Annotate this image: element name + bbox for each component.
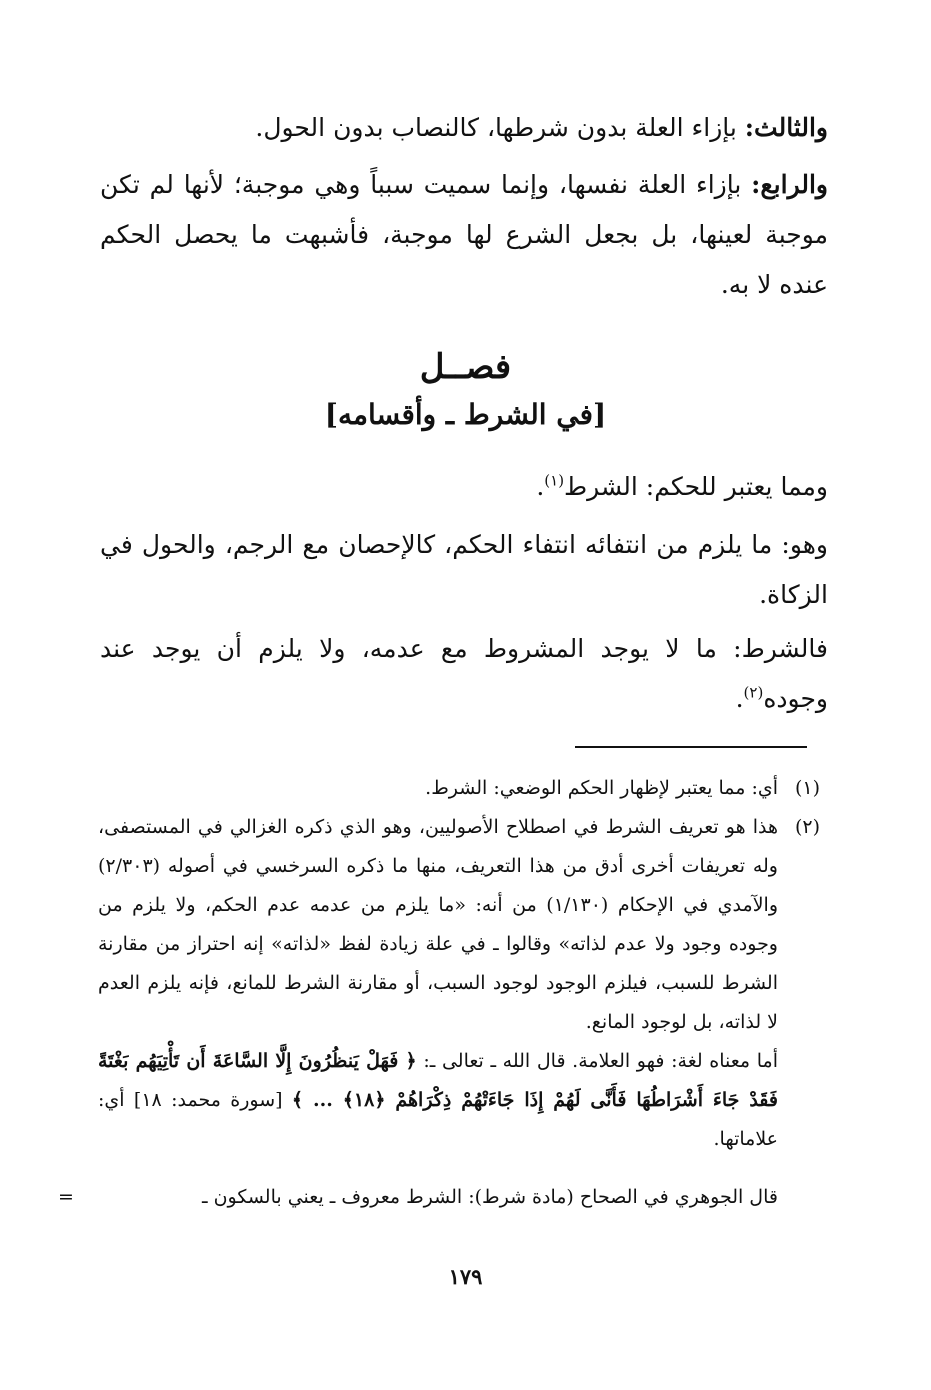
body-paragraph-3-text: فالشرط: ما لا يوجد المشروط مع عدمه، ولا يلزم أن يوجد عند وجوده: [100, 634, 828, 713]
footnote-2: [98, 808, 820, 1159]
paragraph-third: [100, 103, 828, 153]
body-paragraph-3: [100, 624, 828, 724]
footnote-2-text: هذا هو تعريف الشرط في اصطلاح الأصوليين، وهو الذي ذكره الغزالي في المستصفى، وله تعريفات أخرى أدق من هذا التعريف، منها ما ذكره السرخسي في أصوله (٢/٣٠٣) والآمدي في الإحكام (١/١٣٠) من أنه: «ما يلزم من عدمه عدم الحكم، ولا يلزم من وجوده وجود ولا عدم لذاته» وقالوا ـ في علة زيادة لفظ «لذاته» إنه احتراز من مقارنة الشرط للسبب، فيلزم الوجود لوجود السبب، أو مقارنة الشرط للمانع، فإنه يلزم العدم لا لذاته، بل لوجود المانع.: [98, 816, 778, 1033]
section-title: فصــل: [419, 347, 512, 387]
page-number: ١٧٩: [448, 1264, 483, 1289]
footnote-2-number: (٢): [794, 816, 820, 838]
footnote-continuation-text: قال الجوهري في الصحاح (مادة شرط): الشرط معروف ـ يعني بالسكون ـ: [201, 1186, 778, 1208]
footnote-ref-2[interactable]: (٢): [743, 683, 764, 702]
footnote-2-lang-intro: أما معناه لغة: فهو العلامة. قال الله ـ تعالى ـ:: [416, 1050, 779, 1072]
paragraph-fourth-text: بإزاء العلة نفسها، وإنما سميت سبباً وهي موجبة؛ لأنها لم تكن موجبة لعينها، بل بجعل الشرع لها موجبة، فأشبهت ما يحصل الحكم عنده لا به.: [100, 170, 828, 299]
footnote-2-body: [98, 808, 778, 1159]
quran-verse: ﴿ فَهَلْ يَنظُرُونَ إِلَّا السَّاعَةَ أَن تَأْتِيَهُم بَغْتَةً فَقَدْ جَاءَ أَشْرَاطُهَا فَأَنَّى لَهُمْ إِذَا جَاءَتْهُمْ ذِكْرَاهُمْ ﴿١٨﴾ ... ﴾: [98, 1050, 778, 1111]
body-paragraph-3-end: .: [735, 684, 744, 713]
body-paragraph-2: وهو: ما يلزم من انتفائه انتفاء الحكم، كالإحصان مع الرجم، والحول في الزكاة.: [100, 530, 828, 609]
footnote-continuation: [58, 1178, 820, 1216]
paragraph-third-lead: والثالث:: [744, 113, 828, 142]
paragraph-fourth-lead: والرابع:: [751, 170, 828, 199]
section-subtitle: [في الشرط ـ وأقسامه]: [324, 398, 607, 431]
paragraph-fourth: [100, 160, 828, 310]
quran-reference: [سورة محمد: ١٨] أي: علاماتها.: [98, 1089, 778, 1150]
footnote-1-text: أي: مما يعتبر لإظهار الحكم الوضعي: الشرط.: [425, 777, 778, 799]
body-paragraph-1-text: ومما يعتبر للحكم: الشرط: [564, 472, 828, 501]
body-paragraph-1-end: .: [536, 472, 545, 501]
continuation-mark: =: [58, 1186, 74, 1208]
body-paragraph-1: [100, 462, 828, 512]
paragraph-third-text: بإزاء العلة بدون شرطها، كالنصاب بدون الحول.: [255, 113, 745, 142]
footnote-1: [98, 769, 820, 808]
footnote-ref-1[interactable]: (١): [544, 471, 565, 490]
footnote-1-number: (١): [794, 777, 820, 799]
footnote-separator: [575, 746, 807, 748]
